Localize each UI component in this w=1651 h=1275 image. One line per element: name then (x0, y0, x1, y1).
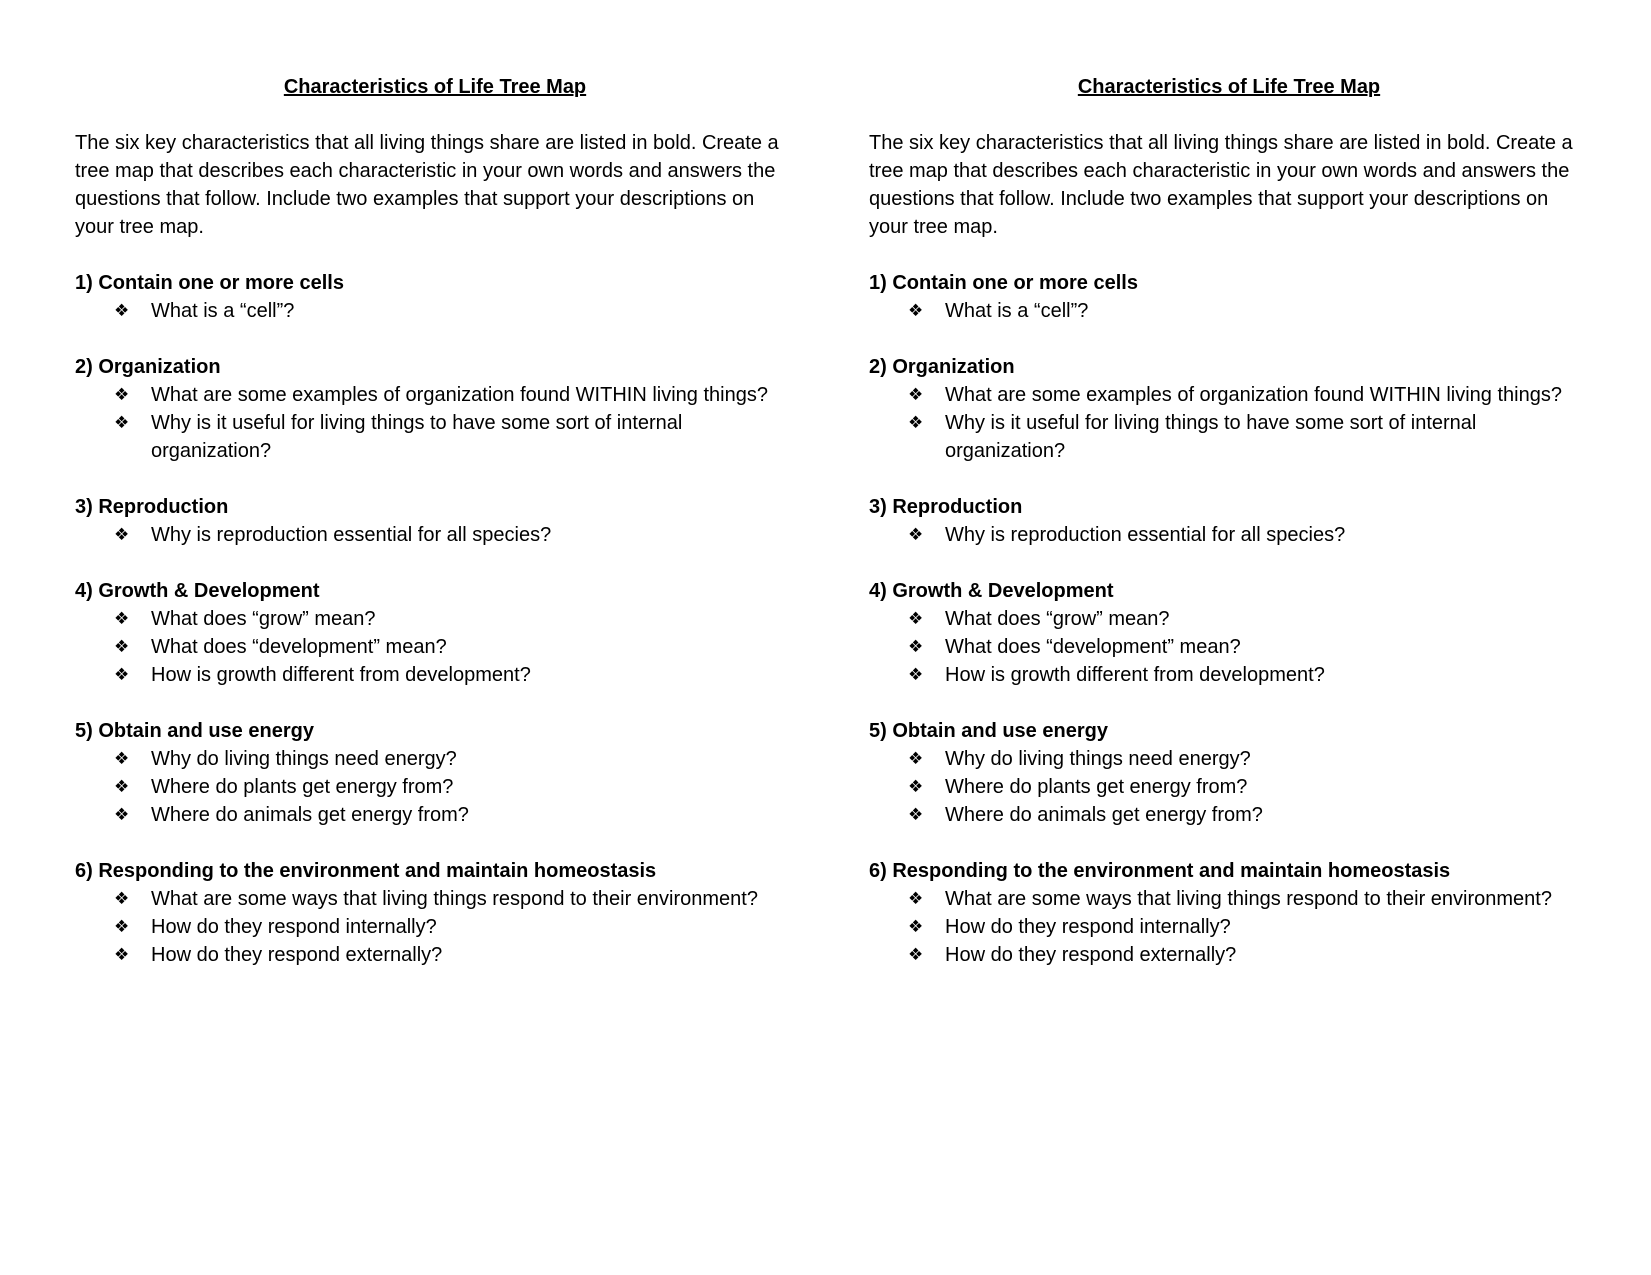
question-list (869, 381, 1589, 465)
four-diamond-bullet-icon: ❖ (114, 385, 130, 405)
section-cells (75, 269, 795, 325)
four-diamond-bullet-icon: ❖ (908, 385, 924, 405)
section-reproduction (869, 493, 1589, 549)
section-heading: 5) Obtain and use energy (869, 720, 1108, 742)
question-text: What are some examples of organization found WITHIN living things? (945, 384, 1562, 406)
question-item (75, 633, 795, 661)
question-item (75, 605, 795, 633)
section-homeostasis (869, 857, 1589, 969)
question-item (869, 521, 1589, 549)
section-heading: 1) Contain one or more cells (75, 272, 344, 294)
four-diamond-bullet-icon: ❖ (908, 637, 924, 657)
question-item (869, 661, 1589, 689)
four-diamond-bullet-icon: ❖ (114, 413, 130, 433)
question-text: How is growth different from development? (945, 664, 1325, 686)
question-item (75, 745, 795, 773)
four-diamond-bullet-icon: ❖ (908, 889, 924, 909)
four-diamond-bullet-icon: ❖ (908, 805, 924, 825)
question-item (75, 521, 795, 549)
four-diamond-bullet-icon: ❖ (114, 805, 130, 825)
four-diamond-bullet-icon: ❖ (114, 525, 130, 545)
worksheet-intro: The six key characteristics that all living things share are listed in bold. Create a tree map that describes each characteristic in your own words and answers the questions that follow. Include two examples that support your descriptions on your tree map. (75, 132, 779, 238)
section-reproduction (75, 493, 795, 549)
question-list (75, 297, 795, 325)
question-text: How do they respond internally? (151, 916, 437, 938)
section-growth-development (869, 577, 1589, 689)
question-list (75, 605, 795, 689)
four-diamond-bullet-icon: ❖ (114, 749, 130, 769)
four-diamond-bullet-icon: ❖ (908, 777, 924, 797)
question-item (75, 297, 795, 325)
worksheet-title: Characteristics of Life Tree Map (283, 76, 587, 98)
question-list (75, 381, 795, 465)
section-heading: 5) Obtain and use energy (75, 720, 314, 742)
question-text: What does “development” mean? (151, 636, 447, 658)
question-text: How do they respond externally? (151, 944, 443, 966)
question-text: Where do animals get energy from? (945, 804, 1263, 826)
worksheet-copy-right (869, 73, 1589, 997)
question-item (869, 633, 1589, 661)
question-item (75, 661, 795, 689)
question-item (869, 885, 1589, 913)
question-item (869, 745, 1589, 773)
question-list (869, 521, 1589, 549)
question-item (869, 801, 1589, 829)
question-text: What are some examples of organization found WITHIN living things? (151, 384, 768, 406)
question-list (869, 885, 1589, 969)
question-text: Why do living things need energy? (945, 748, 1251, 770)
four-diamond-bullet-icon: ❖ (908, 413, 924, 433)
section-heading: 6) Responding to the environment and maintain homeostasis (869, 860, 1451, 882)
question-text: How is growth different from development? (151, 664, 531, 686)
section-organization (869, 353, 1589, 465)
section-heading: 4) Growth & Development (75, 580, 320, 602)
question-item (869, 941, 1589, 969)
question-text: What does “grow” mean? (945, 608, 1170, 630)
worksheet-copy-left (75, 73, 795, 997)
worksheet-title: Characteristics of Life Tree Map (1077, 76, 1381, 98)
question-item (75, 885, 795, 913)
question-item (75, 913, 795, 941)
section-organization (75, 353, 795, 465)
four-diamond-bullet-icon: ❖ (114, 609, 130, 629)
question-item (75, 773, 795, 801)
section-heading: 4) Growth & Development (869, 580, 1114, 602)
four-diamond-bullet-icon: ❖ (908, 301, 924, 321)
question-item (869, 409, 1589, 465)
section-homeostasis (75, 857, 795, 969)
question-text: Why is reproduction essential for all species? (151, 524, 552, 546)
section-heading: 1) Contain one or more cells (869, 272, 1138, 294)
four-diamond-bullet-icon: ❖ (114, 777, 130, 797)
four-diamond-bullet-icon: ❖ (114, 637, 130, 657)
four-diamond-bullet-icon: ❖ (114, 889, 130, 909)
section-heading: 2) Organization (869, 356, 1015, 378)
question-text: What does “grow” mean? (151, 608, 376, 630)
question-item (869, 605, 1589, 633)
question-text: How do they respond externally? (945, 944, 1237, 966)
four-diamond-bullet-icon: ❖ (908, 749, 924, 769)
question-list (869, 745, 1589, 829)
question-text: Where do plants get energy from? (151, 776, 454, 798)
section-heading: 6) Responding to the environment and maintain homeostasis (75, 860, 657, 882)
section-heading: 2) Organization (75, 356, 221, 378)
section-growth-development (75, 577, 795, 689)
question-item (75, 381, 795, 409)
question-text: How do they respond internally? (945, 916, 1231, 938)
question-list (869, 297, 1589, 325)
question-text: Why is it useful for living things to have some sort of internal organization? (151, 412, 683, 462)
question-text: Where do plants get energy from? (945, 776, 1248, 798)
question-item (869, 773, 1589, 801)
four-diamond-bullet-icon: ❖ (114, 301, 130, 321)
question-text: Why is reproduction essential for all species? (945, 524, 1346, 546)
four-diamond-bullet-icon: ❖ (908, 917, 924, 937)
section-energy (869, 717, 1589, 829)
question-item (869, 913, 1589, 941)
question-text: What is a “cell”? (945, 300, 1089, 322)
question-text: What is a “cell”? (151, 300, 295, 322)
question-text: Why do living things need energy? (151, 748, 457, 770)
question-text: What are some ways that living things respond to their environment? (945, 888, 1552, 910)
four-diamond-bullet-icon: ❖ (908, 945, 924, 965)
section-heading: 3) Reproduction (75, 496, 229, 518)
four-diamond-bullet-icon: ❖ (908, 525, 924, 545)
question-list (869, 605, 1589, 689)
question-item (75, 801, 795, 829)
section-cells (869, 269, 1589, 325)
four-diamond-bullet-icon: ❖ (908, 665, 924, 685)
section-heading: 3) Reproduction (869, 496, 1023, 518)
question-text: Why is it useful for living things to have some sort of internal organization? (945, 412, 1477, 462)
question-item (869, 381, 1589, 409)
question-item (869, 297, 1589, 325)
worksheet-intro: The six key characteristics that all living things share are listed in bold. Create a tree map that describes each characteristic in your own words and answers the questions that follow. Include two examples that support your descriptions on your tree map. (869, 132, 1573, 238)
question-list (75, 885, 795, 969)
question-item (75, 941, 795, 969)
four-diamond-bullet-icon: ❖ (908, 609, 924, 629)
question-text: Where do animals get energy from? (151, 804, 469, 826)
question-text: What does “development” mean? (945, 636, 1241, 658)
question-list (75, 745, 795, 829)
four-diamond-bullet-icon: ❖ (114, 665, 130, 685)
four-diamond-bullet-icon: ❖ (114, 917, 130, 937)
question-list (75, 521, 795, 549)
question-text: What are some ways that living things respond to their environment? (151, 888, 758, 910)
section-energy (75, 717, 795, 829)
question-item (75, 409, 795, 465)
four-diamond-bullet-icon: ❖ (114, 945, 130, 965)
